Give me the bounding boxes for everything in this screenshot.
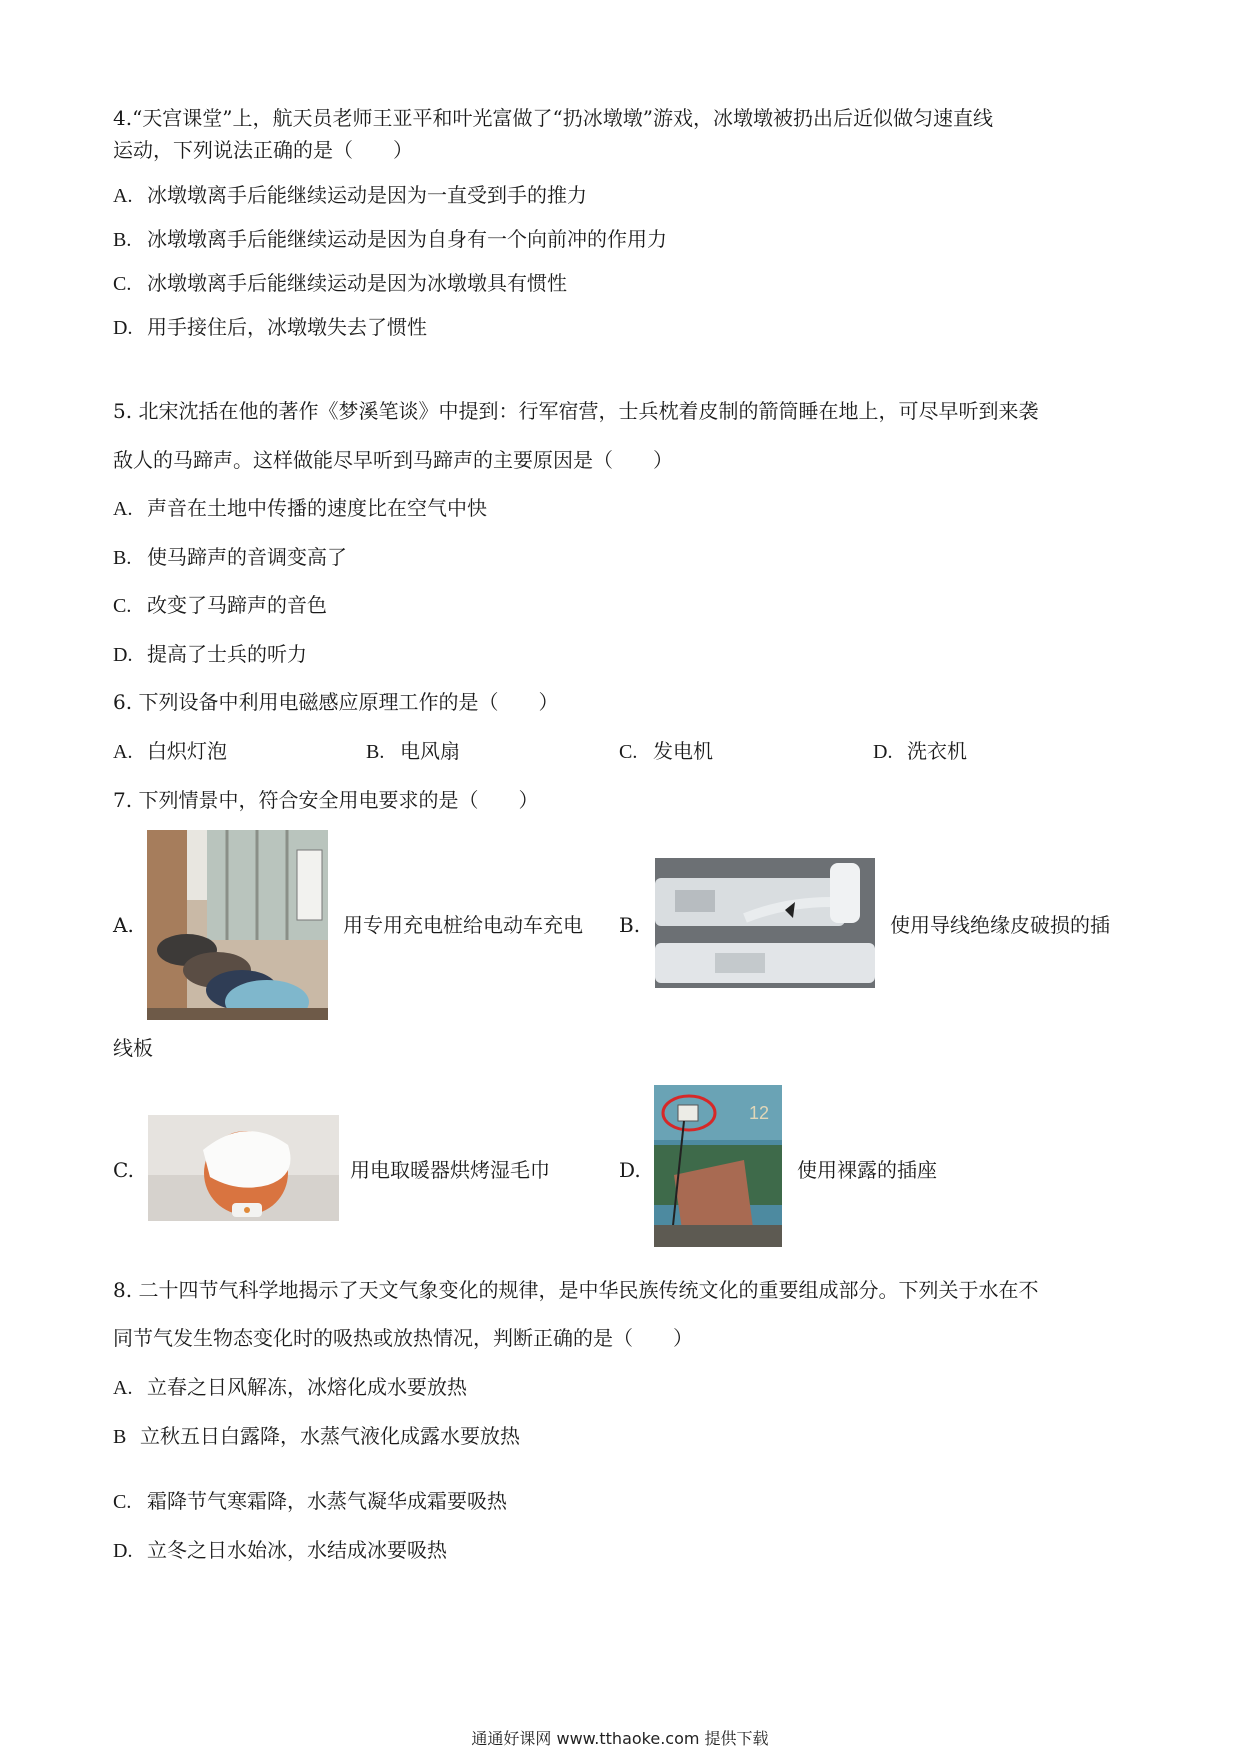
q8-option-a (113, 1372, 467, 1403)
q7-option-d-key: D. (619, 1158, 641, 1182)
q4-stem-line1: 4.“天宫课堂”上，航天员老师王亚平和叶光富做了“扔冰墩墩”游戏，冰墩墩被扔出后近似做匀速直线 (113, 106, 993, 130)
option-text: 立秋五日白露降，水蒸气液化成露水要放热 (140, 1424, 520, 1448)
option-key: D. (873, 741, 893, 763)
option-text: 洗衣机 (907, 739, 967, 763)
option-key: A. (113, 741, 133, 763)
option-key: A. (113, 185, 133, 207)
q6-option-c (619, 736, 713, 767)
option-key: A. (113, 498, 133, 520)
q8-option-d (113, 1535, 447, 1566)
option-key: C. (619, 741, 638, 763)
q8-option-c (113, 1486, 507, 1517)
option-key: B. (113, 547, 132, 569)
q7-stem: 7. 下列情景中，符合安全用电要求的是（ ） (113, 788, 539, 812)
option-text: 白炽灯泡 (147, 739, 227, 763)
option-key: D. (113, 317, 133, 339)
q7-option-a-text: 用专用充电桩给电动车充电 (343, 913, 583, 937)
photo-wall-number: 12 (749, 1103, 770, 1123)
q6-stem: 6. 下列设备中利用电磁感应原理工作的是（ ） (113, 690, 559, 714)
q5-option-a (113, 493, 487, 524)
q5-stem-line2: 敌人的马蹄声。这样做能尽早听到马蹄声的主要原因是（ ） (113, 448, 673, 472)
option-key: C. (113, 595, 132, 617)
option-key: A. (113, 1377, 133, 1399)
ebike-charging-photo (147, 830, 328, 1020)
exposed-socket-photo (654, 1085, 782, 1247)
option-text: 冰墩墩离手后能继续运动是因为一直受到手的推力 (147, 183, 587, 207)
option-text: 声音在土地中传播的速度比在空气中快 (147, 496, 487, 520)
q7-option-b-continuation: 线板 (113, 1036, 153, 1060)
q4-stem-line2: 运动，下列说法正确的是（ ） (113, 138, 413, 162)
option-text: 用手接住后，冰墩墩失去了惯性 (147, 315, 427, 339)
q4-option-c (113, 268, 567, 299)
option-key: B. (366, 741, 385, 763)
q7-option-d-text: 使用裸露的插座 (797, 1158, 937, 1182)
option-key: B (113, 1426, 127, 1448)
q7-option-a-key: A. (113, 913, 134, 937)
option-key: C. (113, 273, 132, 295)
option-text: 提高了士兵的听力 (147, 642, 307, 666)
q7-option-c-key: C. (113, 1158, 134, 1182)
damaged-power-strip-photo (655, 858, 875, 988)
option-text: 发电机 (653, 739, 713, 763)
option-key: C. (113, 1491, 132, 1513)
option-text: 冰墩墩离手后能继续运动是因为自身有一个向前冲的作用力 (147, 227, 667, 251)
heater-towel-photo (148, 1115, 339, 1221)
option-text: 使马蹄声的音调变高了 (147, 545, 347, 569)
option-text: 立冬之日水始冰，水结成冰要吸热 (147, 1538, 447, 1562)
q7-option-b-key: B. (619, 913, 641, 937)
option-key: D. (113, 644, 133, 666)
q6-option-a (113, 736, 227, 767)
q4-option-d (113, 312, 427, 343)
option-text: 电风扇 (400, 739, 460, 763)
option-text: 霜降节气寒霜降，水蒸气凝华成霜要吸热 (147, 1489, 507, 1513)
q4-option-b (113, 224, 667, 255)
q5-stem-line1: 5. 北宋沈括在他的著作《梦溪笔谈》中提到：行军宿营，士兵枕着皮制的箭筒睡在地上，可尽早听到来袭 (113, 399, 1039, 423)
page-footer: 通通好课网 www.tthaoke.com 提供下载 (471, 1729, 769, 1748)
option-text: 改变了马蹄声的音色 (147, 593, 327, 617)
q7-option-b-text: 使用导线绝缘皮破损的插 (890, 913, 1110, 937)
option-text: 冰墩墩离手后能继续运动是因为冰墩墩具有惯性 (147, 271, 567, 295)
option-key: B. (113, 229, 132, 251)
q8-stem-line1: 8. 二十四节气科学地揭示了天文气象变化的规律，是中华民族传统文化的重要组成部分。下列关于水在不 (113, 1278, 1039, 1302)
q7-option-c-text: 用电取暖器烘烤湿毛巾 (350, 1158, 550, 1182)
q5-option-c (113, 590, 327, 621)
q6-option-d (873, 736, 967, 767)
q8-option-b (113, 1421, 520, 1452)
q5-option-b (113, 542, 347, 573)
q6-option-b (366, 736, 460, 767)
q4-option-a (113, 180, 587, 211)
q5-option-d (113, 639, 307, 670)
option-key: D. (113, 1540, 133, 1562)
option-text: 立春之日风解冻，冰熔化成水要放热 (147, 1375, 467, 1399)
q8-stem-line2: 同节气发生物态变化时的吸热或放热情况，判断正确的是（ ） (113, 1326, 693, 1350)
